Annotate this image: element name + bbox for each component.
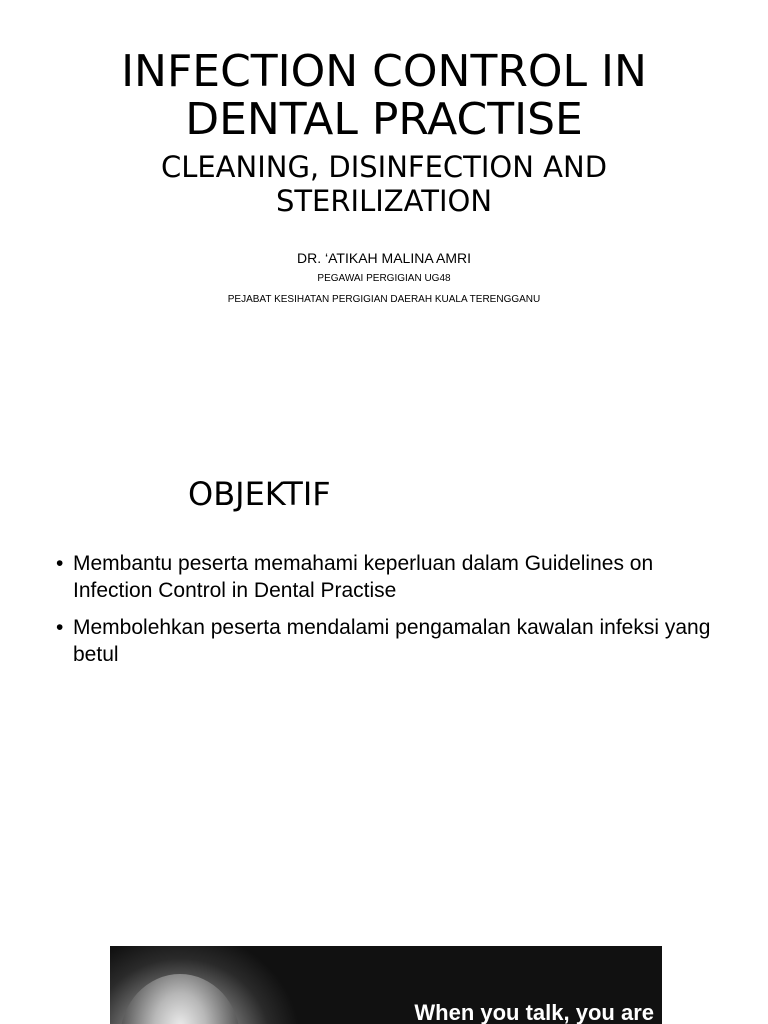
author-position: PEGAWAI PERGIGIAN UG48	[317, 273, 451, 284]
poster-caption: When you talk, you are	[414, 1000, 654, 1024]
slide-subtitle: CLEANING, DISINFECTION AND STERILIZATION	[160, 150, 608, 218]
bullet-text: Membolehkan peserta mendalami pengamalan kawalan infeksi yang betul	[73, 616, 711, 666]
face-image	[120, 974, 240, 1024]
objective-heading: OBJEKTIF	[188, 475, 331, 513]
list-item	[56, 614, 716, 668]
objective-slide	[0, 420, 768, 940]
bullet-icon: •	[56, 616, 64, 639]
list-item	[56, 550, 716, 604]
title-slide	[0, 0, 768, 420]
author-office: PEJABAT KESIHATAN PERGIGIAN DAERAH KUALA TERENGGANU	[227, 294, 541, 305]
bullet-icon: •	[56, 552, 64, 575]
objective-list	[56, 550, 716, 678]
bullet-text: Membantu peserta memahami keperluan dalam Guidelines on Infection Control in Dental Practise	[73, 552, 654, 602]
slide-title: INFECTION CONTROL IN DENTAL PRACTISE	[121, 46, 647, 145]
author-block	[60, 248, 708, 307]
author-name: DR. ‘ATIKAH MALINA AMRI	[297, 250, 471, 266]
poster-image	[110, 946, 662, 1024]
